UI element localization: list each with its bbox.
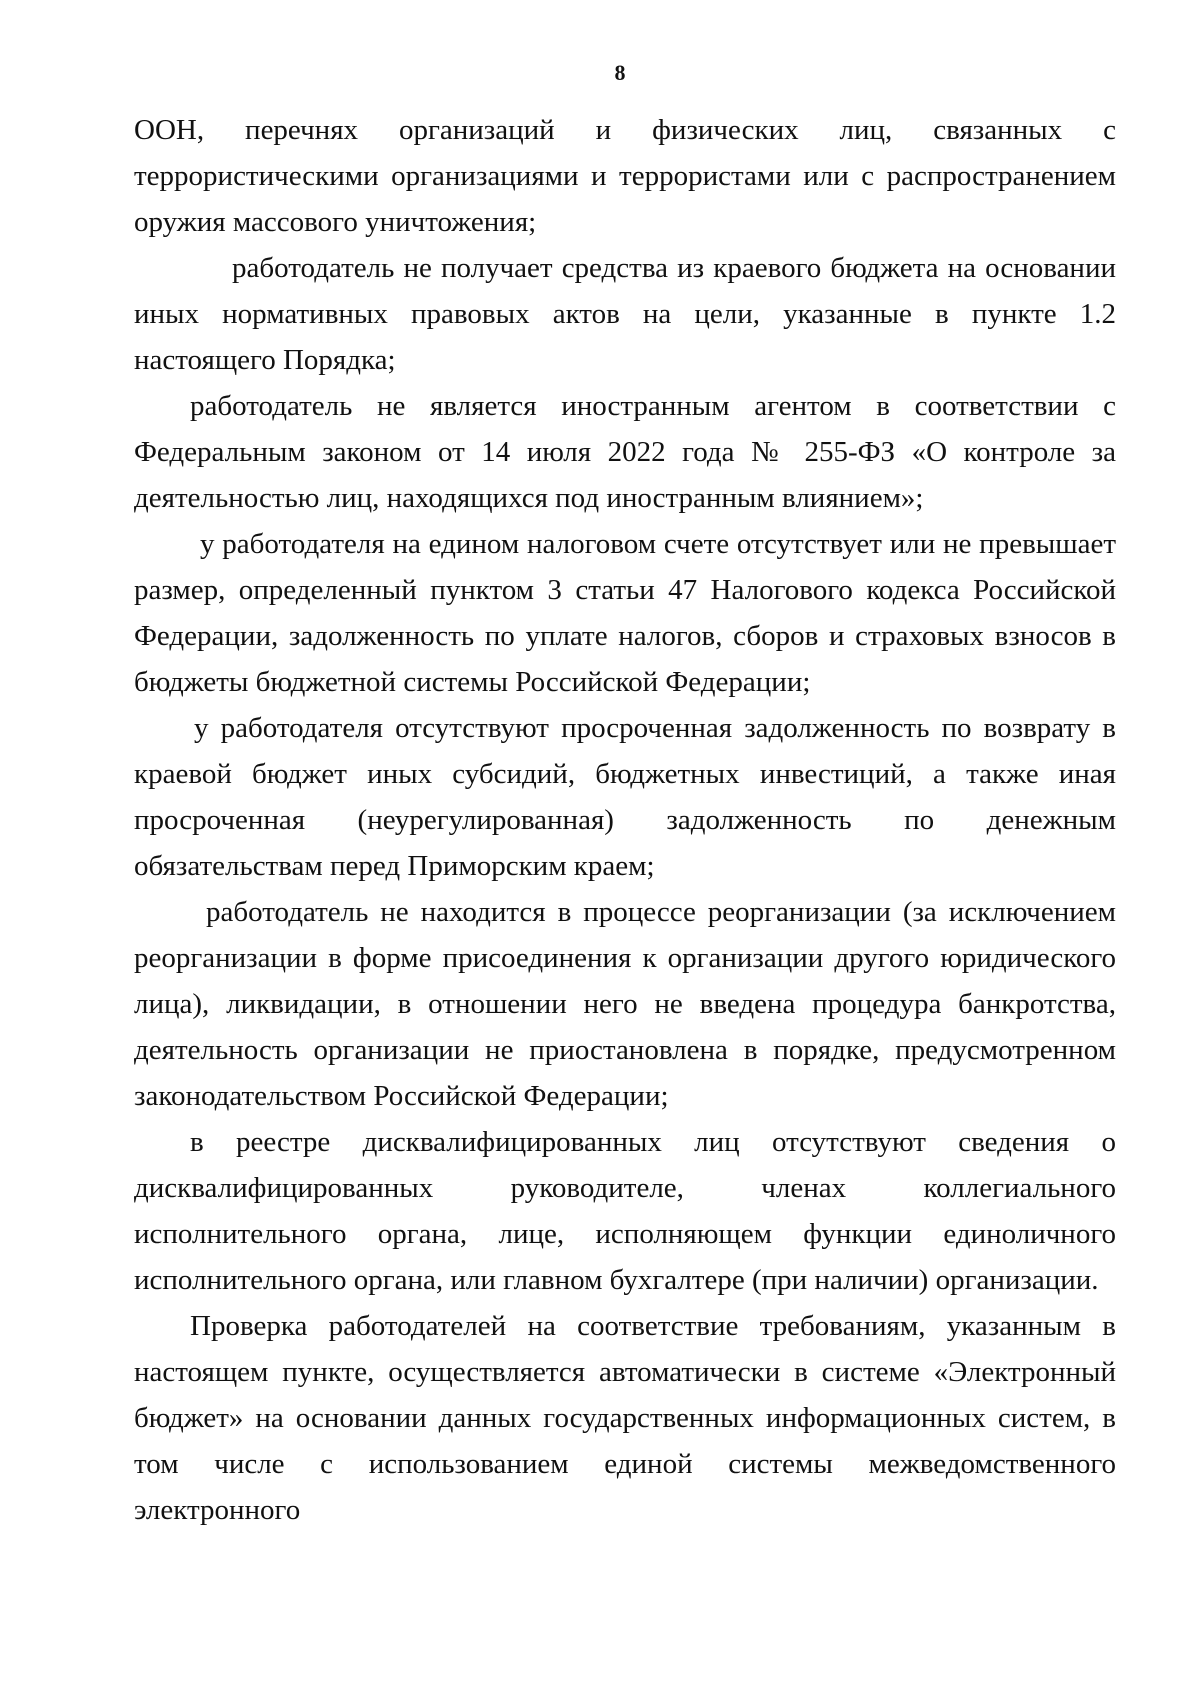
paragraph-no-tax-debt: у работодателя на едином налоговом счете отсутствует или не превышает размер, определенный пунктом 3 статьи 47 Налогового кодекса Российской Федерации, задолженность по уплате налогов, сборов и страховых взносов в бюджеты бюджетной системы Российской Федерации; [134,528,1116,698]
paragraph-no-overdue-debt: у работодателя отсутствуют просроченная задолженность по возврату в краевой бюджет иных субсидий, бюджетных инвестиций, а также иная просроченная (неурегулированная) задолженность по денежным обязательствам перед Приморским краем; [134,712,1116,882]
document-body [134,107,1116,1533]
paragraph-no-regional-budget-funds: работодатель не получает средства из краевого бюджета на основании иных нормативных правовых актов на цели, указанные в пункте 1.2 настоящего Порядка; [134,252,1116,376]
paragraph-no-reorganization: работодатель не находится в процессе реорганизации (за исключением реорганизации в форме присоединения к организации другого юридического лица), ликвидации, в отношении него не введена процедура банкротства, деятельность организации не приостановлена в порядке, предусмотренном законодательством Российской Федерации; [134,896,1116,1112]
paragraph-un-lists: ООН, перечнях организаций и физических лиц, связанных с террористическими организациями и террористами или с распространением оружия массового уничтожения; [134,114,1116,238]
paragraph-automatic-verification: Проверка работодателей на соответствие требованиям, указанным в настоящем пункте, осуществляется автоматически в системе «Электронный бюджет» на основании данных государственных информационных систем, в том числе с использованием единой системы межведомственного электронного [134,1310,1116,1526]
paragraph-not-foreign-agent: работодатель не является иностранным агентом в соответствии с Федеральным законом от 14 июля 2022 года № 255-ФЗ «О контроле за деятельностью лиц, находящихся под иностранным влиянием»; [134,390,1116,514]
page-number: 8 [614,60,626,85]
paragraph-disqualified-persons-registry: в реестре дисквалифицированных лиц отсутствуют сведения о дисквалифицированных руководителе, членах коллегиального исполнительного органа, лице, исполняющем функции единоличного исполнительного органа, или главном бухгалтере (при наличии) организации. [134,1126,1116,1296]
